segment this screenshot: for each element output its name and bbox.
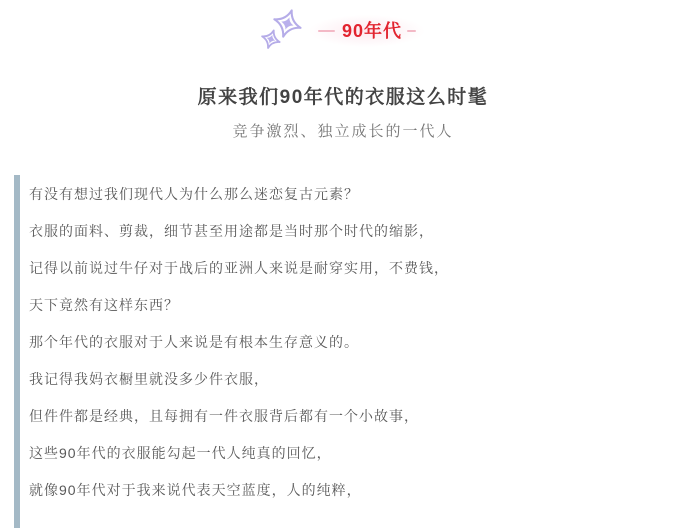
sparkles-icon	[258, 7, 304, 53]
era-badge	[306, 14, 428, 48]
sparkles-icon-outline	[259, 7, 304, 51]
era-label: 90年代	[341, 21, 403, 41]
paragraph-line: 有没有想过我们现代人为什么那么迷恋复古元素？	[29, 186, 359, 202]
paragraph-line: 我记得我妈衣橱里就没多少件衣服，	[29, 371, 269, 387]
page-subtitle: 竞争激烈、独立成长的一代人	[232, 123, 454, 140]
paragraph-line: 就像90年代对于我来说代表天空蓝度，人的纯粹，	[29, 482, 362, 498]
decorative-dash-right	[407, 30, 416, 32]
paragraph-line: 记得以前说过牛仔对于战后的亚洲人来说是耐穿实用，不费钱，	[29, 260, 449, 276]
decorative-dash-left	[318, 30, 335, 32]
page-title: 原来我们90年代的衣服这么时髦	[197, 87, 489, 108]
era-header	[0, 0, 686, 56]
paragraph-line: 但件件都是经典，且每拥有一件衣服背后都有一个小故事，	[29, 408, 419, 424]
article-body	[14, 175, 666, 528]
paragraph-line: 衣服的面料、剪裁，细节甚至用途都是当时那个时代的缩影，	[29, 223, 434, 239]
paragraph-line: 这些90年代的衣服能勾起一代人纯真的回忆，	[29, 445, 332, 461]
paragraph-line: 天下竟然有这样东西？	[29, 297, 179, 313]
paragraph-line: 那个年代的衣服对于人来说是有根本生存意义的。	[29, 334, 359, 350]
